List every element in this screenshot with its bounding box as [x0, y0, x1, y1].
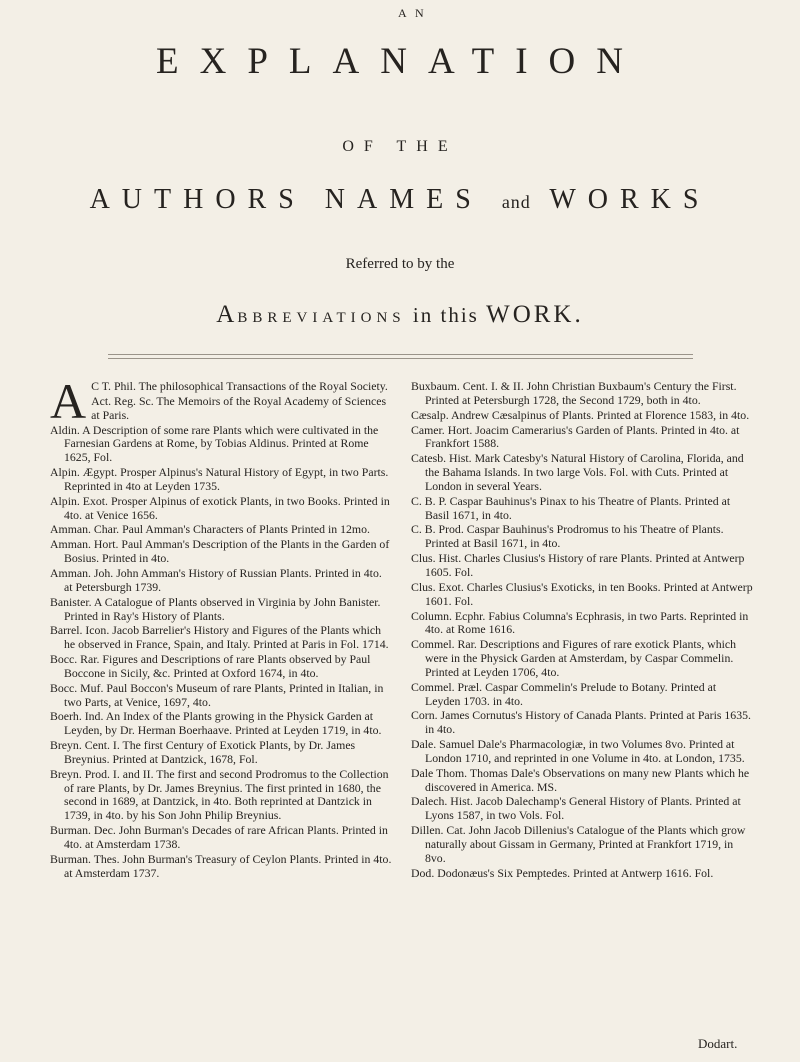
entry-text: Alpin. Ægypt. Prosper Alpinus's Natural History of Egypt, in two Parts. Reprinted in 4to at Leyden 1735.: [50, 465, 389, 493]
list-item: [411, 452, 753, 494]
list-item: [411, 523, 753, 551]
entry-text: Dalech. Hist. Jacob Dalechamp's General History of Plants. Printed at Lyons 1587, in two Vols. Fol.: [411, 794, 741, 823]
entry-text: Buxbaum. Cent. I. & II. John Christian Buxbaum's Century the First. Printed at Petersburgh 1728, the Second 1729, both in 4to.: [411, 379, 737, 407]
entry-text: Banister. A Catalogue of Plants observed in Virginia by John Banister. Printed in Ray's History of Plants.: [50, 594, 381, 623]
list-item: [411, 795, 753, 823]
list-item: [50, 596, 392, 624]
list-item: [411, 424, 753, 452]
entry-text: C. B. Prod. Caspar Bauhinus's Prodromus to his Theatre of Plants. Printed at Basil 1671, in 4to.: [411, 522, 724, 551]
list-item: [50, 739, 392, 767]
subtitle-of-the: OF THE: [342, 138, 458, 155]
list-item: [50, 523, 392, 537]
list-item: [411, 409, 753, 423]
works-text: WORKS: [549, 184, 711, 215]
entry-text: Act. Reg. Sc. The Memoirs of the Royal Academy of Sciences at Paris.: [91, 393, 387, 422]
catchword: Dodart.: [698, 1036, 738, 1051]
authors-names-text: AUTHORS NAMES: [89, 184, 483, 215]
subtitle-authors-names: [0, 184, 800, 216]
list-item: [50, 824, 392, 852]
entry-text: Commel. Præl. Caspar Commelin's Prelude to Botany. Printed at Leyden 1703. in 4to.: [411, 679, 717, 708]
entry-text: Dale. Samuel Dale's Pharmacologiæ, in two Volumes 8vo. Printed at London 1710, and reprinted in one Volume in 4to. at London, 1735.: [411, 737, 745, 765]
entry-text: Dale Thom. Thomas Dale's Observations on many new Plants which he discovered in America. MS.: [411, 765, 750, 794]
list-item: [50, 853, 392, 881]
page-title: EXPLANATION: [156, 41, 644, 82]
left-column: [50, 373, 392, 882]
entry-text: Catesb. Hist. Mark Catesby's Natural History of Carolina, Florida, and the Bahama Islands. In two large Vols. Fol. with Cuts. Printed at London in several Years.: [411, 451, 744, 493]
list-item: [50, 395, 392, 423]
list-item: [411, 552, 753, 580]
list-item: [411, 495, 753, 523]
drop-cap: A: [50, 373, 87, 429]
list-item: [411, 867, 753, 881]
entry-text: Aldin. A Description of some rare Plants which were cultivated in the Farnesian Gardens at Rome, by Tobias Aldinus. Printed at Rome 1625, Fol.: [50, 422, 379, 465]
entry-text: Bocc. Rar. Figures and Descriptions of rare Plants observed by Paul Boccone in Sicily, &c. Printed at Oxford 1674, in 4to.: [50, 652, 371, 680]
work-text: WORK.: [486, 301, 584, 328]
list-item: [50, 710, 392, 738]
abbr-rest: BBREVIATIONS: [237, 310, 406, 326]
list-item: [411, 581, 753, 609]
list-item: [50, 768, 392, 823]
in-this-text: in this: [412, 303, 479, 327]
list-item: [50, 424, 392, 466]
entry-text: Amman. Hort. Paul Amman's Description of the Plants in the Garden of Bosius. Printed in 4to.: [50, 537, 390, 566]
entry-text: C T. Phil. The philosophical Transactions of the Royal Society.: [91, 379, 388, 393]
divider-bottom: [108, 358, 693, 359]
abbreviations-line: [0, 301, 800, 329]
and-text: and: [501, 192, 531, 212]
entry-text: C. B. P. Caspar Bauhinus's Pinax to his Theatre of Plants. Printed at Basil 1671, in 4to.: [411, 493, 731, 522]
entry-text: Corn. James Cornutus's History of Canada Plants. Printed at Paris 1635. in 4to.: [411, 708, 751, 737]
entry-text: Burman. Thes. John Burman's Treasury of Ceylon Plants. Printed in 4to. at Amsterdam 1737.: [50, 851, 392, 880]
entry-text: Dod. Dodonæus's Six Pemptedes. Printed at Antwerp 1616. Fol.: [411, 865, 714, 880]
entry-text: Cæsalp. Andrew Cæsalpinus of Plants. Printed at Florence 1583, in 4to.: [411, 407, 750, 422]
entry-text: Camer. Hort. Joacim Camerarius's Garden of Plants. Printed in 4to. at Frankfort 1588.: [411, 422, 740, 451]
entry-text: Column. Ecphr. Fabius Columna's Ecphrasis, in two Parts. Reprinted in 4to. at Rome 1616.: [411, 608, 749, 637]
entry-text: Alpin. Exot. Prosper Alpinus of exotick Plants, in two Books. Printed in 4to. at Venice 1656.: [50, 493, 390, 522]
list-item: [411, 824, 753, 866]
list-item: [50, 682, 392, 710]
list-item: [50, 538, 392, 566]
list-item: [50, 466, 392, 494]
divider-top: [108, 354, 693, 355]
list-item: [411, 610, 753, 638]
entry-text: Clus. Exot. Charles Clusius's Exoticks, in ten Books. Printed at Antwerp 1601. Fol.: [411, 579, 753, 608]
list-item: [411, 638, 753, 680]
right-column: [411, 380, 753, 882]
entry-text: Bocc. Muf. Paul Boccon's Museum of rare Plants, Printed in Italian, in two Parts, at Venice, 1697, 4to.: [50, 680, 384, 709]
entry-text: Amman. Char. Paul Amman's Characters of Plants Printed in 12mo.: [50, 522, 370, 537]
entry-text: Commel. Rar. Descriptions and Figures of rare exotick Plants, which were in the Physick Garden at Amsterdam, by Caspar Commelin. Printed at Leyden 1706, 4to.: [411, 637, 737, 679]
list-item: [50, 653, 392, 681]
entry-text: Breyn. Prod. I. and II. The first and second Prodromus to the Collection of rare Plants, by Dr. James Breynius. The first printed in 1680, the second in 1689, at Dantzick, in 4to. Both reprinted at Dantzick in 1739, in 4to. by his Son John Philip Breynius.: [50, 766, 389, 823]
list-item: [50, 624, 392, 652]
referred-line: Referred to by the: [345, 256, 455, 272]
list-item: [50, 567, 392, 595]
entry-text: Dillen. Cat. John Jacob Dillenius's Catalogue of the Plants which grow naturally about Gissam in Germany, Printed at Frankfort 1719, in 8vo.: [411, 823, 746, 865]
abbr-initial: A: [216, 301, 238, 328]
list-item: [411, 738, 753, 766]
signature-mark: A N: [398, 6, 427, 20]
list-item: [411, 767, 753, 795]
entry-text: Boerh. Ind. An Index of the Plants growing in the Physick Garden at Leyden, by Dr. Herman Boerhaave. Printed at Leyden 1719, in 4to.: [50, 709, 382, 738]
list-item: [411, 380, 753, 408]
list-item: [50, 495, 392, 523]
list-item: [411, 709, 753, 737]
entry-text: Breyn. Cent. I. The first Century of Exotick Plants, by Dr. James Breynius. Printed at Dantzick, 1678, Fol.: [50, 738, 356, 766]
entry-text: Clus. Hist. Charles Clusius's History of rare Plants. Printed at Antwerp 1605. Fol.: [411, 551, 745, 579]
list-item: [411, 681, 753, 709]
entry-text: Barrel. Icon. Jacob Barrelier's History and Figures of the Plants which he observed in France, Spain, and Italy. Printed at Paris in Fol. 1714.: [50, 623, 389, 652]
entry-text: Burman. Dec. John Burman's Decades of rare African Plants. Printed in 4to. at Amsterdam 1738.: [50, 823, 388, 851]
entry-text: Amman. Joh. John Amman's History of Russian Plants. Printed in 4to. at Petersburgh 1739.: [50, 565, 382, 594]
